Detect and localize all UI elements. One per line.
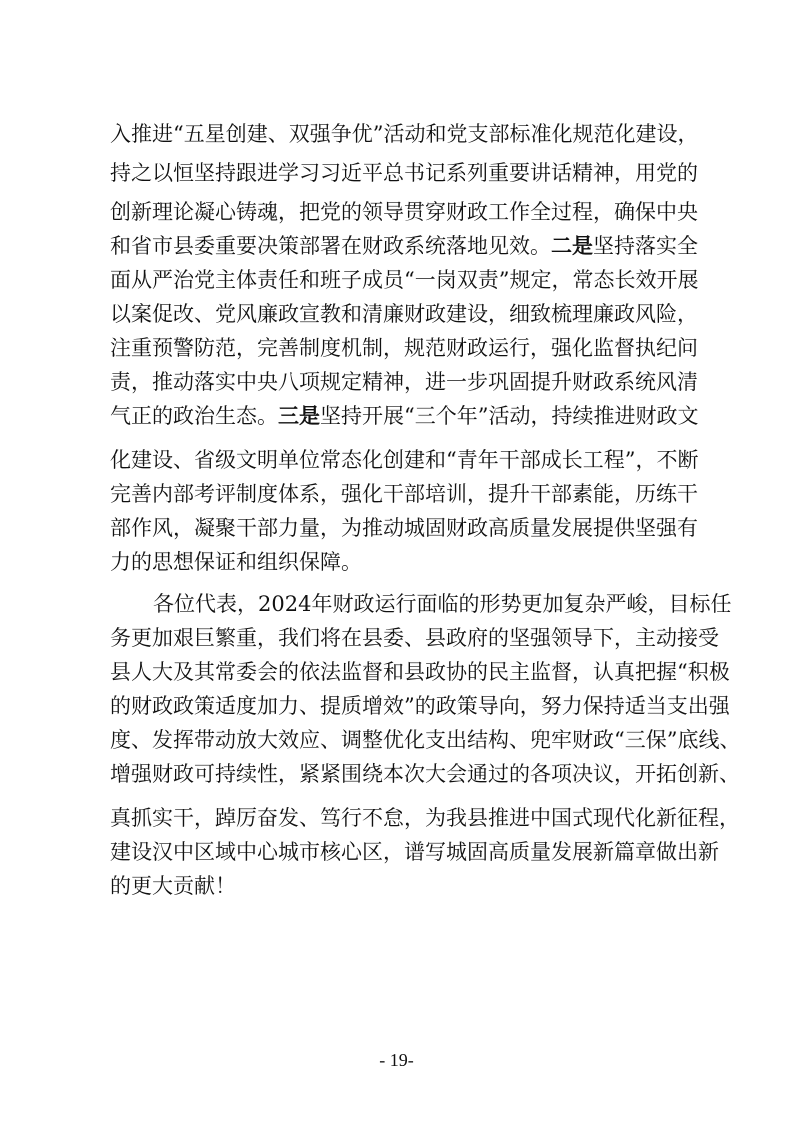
paragraph-2-line-1: 各位代表，2024年财政运行面临的形势更加复杂严峻，目标任: [153, 592, 732, 616]
paragraph-1-line-6: 以案促改、党风廉政宣教和清廉财政建设，细致梳理廉政风险，: [110, 302, 698, 326]
paragraph-1-line-12: 部作风，凝聚干部力量，为推动城固财政高质量发展提供坚强有: [110, 516, 698, 540]
paragraph-2-line-9: 的更大贡献！: [110, 874, 236, 898]
paragraph-1-line-4-text-a: 和省市县委重要决策部署在财政系统落地见效。: [110, 234, 551, 258]
paragraph-2-line-7: 真抓实干，踔厉奋发、笃行不怠，为我县推进中国式现代化新征程，: [110, 806, 740, 830]
paragraph-2-line-3: 县人大及其常委会的依法监督和县政协的民主监督，认真把握“积极: [110, 660, 730, 684]
paragraph-1-line-4: [110, 230, 698, 262]
paragraph-1-line-1: 入推进“五星创建、双强争优”活动和党支部标准化规范化建设，: [110, 122, 699, 146]
paragraph-1-line-4-text-c: 坚持落实全: [593, 234, 698, 258]
paragraph-2-line-5: 度、发挥带动放大效应、调整优化支出结构、兜牢财政“三保”底线、: [110, 728, 741, 752]
page-number: - 19-: [379, 1050, 414, 1070]
emphasis-san-shi: 三是: [278, 404, 320, 428]
paragraph-1-line-3: 创新理论凝心铸魂，把党的领导贯穿财政工作全过程，确保中央: [110, 200, 698, 224]
paragraph-1-line-13: 力的思想保证和组织保障。: [110, 550, 362, 574]
paragraph-1-line-10: 化建设、省级文明单位常态化创建和“青年干部成长工程”，不断: [110, 448, 699, 472]
paragraph-1-line-9-text-c: 坚持开展“三个年”活动，持续推进财政文: [320, 404, 699, 428]
paragraph-1-line-9-text-a: 气正的政治生态。: [110, 404, 278, 428]
emphasis-er-shi: 二是: [551, 234, 593, 258]
paragraph-2-line-8: 建设汉中区域中心城市核心区，谱写城固高质量发展新篇章做出新: [110, 840, 719, 864]
paragraph-1-line-7: 注重预警防范，完善制度机制，规范财政运行，强化监督执纪问: [110, 336, 698, 360]
paragraph-2-line-6: 增强财政可持续性，紧紧围绕本次大会通过的各项决议，开拓创新、: [110, 762, 740, 786]
paragraph-2-line-4: 的财政政策适度加力、提质增效”的政策导向，努力保持适当支出强: [110, 694, 730, 718]
paragraph-1-line-2: 持之以恒坚持跟进学习习近平总书记系列重要讲话精神，用党的: [110, 161, 698, 185]
paragraph-1-line-5: 面从严治党主体责任和班子成员“一岗双责”规定，常态长效开展: [110, 268, 699, 292]
paragraph-1-line-11: 完善内部考评制度体系，强化干部培训，提升干部素能，历练干: [110, 482, 698, 506]
paragraph-1-line-9: [110, 400, 699, 432]
paragraph-2-line-2: 务更加艰巨繁重，我们将在县委、县政府的坚强领导下，主动接受: [110, 626, 719, 650]
paragraph-1-line-8: 责，推动落实中央八项规定精神，进一步巩固提升财政系统风清: [110, 370, 698, 394]
